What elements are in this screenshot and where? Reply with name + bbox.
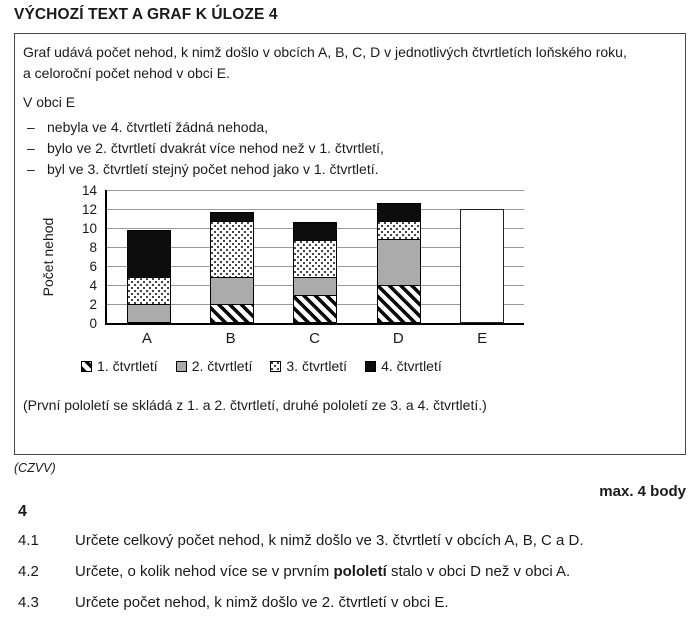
x-label-B: B: [225, 330, 236, 347]
legend-item-dots: [270, 358, 347, 374]
bar-E: [460, 209, 504, 323]
question-list: [18, 531, 686, 622]
question-number: 4.2: [18, 563, 39, 580]
accidents-chart: [33, 182, 677, 374]
bar-A-segment-dots: [127, 277, 171, 306]
bar-A: [127, 230, 171, 323]
bar-D: [377, 203, 421, 324]
bullet-text: nebyla ve 4. čtvrtletí žádná nehoda,: [47, 119, 269, 135]
bar-D-segment-hatch: [377, 285, 421, 323]
x-label-D: D: [392, 330, 404, 347]
question-text-pre: Určete počet nehod, k nimž došlo ve 2. čtvrtletí v obci E.: [75, 594, 449, 611]
bar-C-segment-gray: [293, 277, 337, 296]
chart-grid: [33, 182, 677, 348]
y-tick-12: 12: [81, 201, 97, 217]
legend-marker-dots-icon: [270, 361, 281, 372]
page-title: VÝCHOZÍ TEXT A GRAF K ÚLOZE 4: [14, 6, 278, 23]
y-tick-6: 6: [89, 258, 97, 274]
y-tick-10: 10: [81, 220, 97, 236]
task-number: 4: [18, 503, 27, 520]
question-text-post: stalo v obci D než v obci A.: [386, 563, 571, 580]
question-number: 4.1: [18, 532, 39, 549]
plot-area: [105, 190, 524, 325]
bullet-list: [23, 117, 677, 180]
legend-marker-hatch-icon: [81, 361, 92, 372]
bar-B-segment-gray: [210, 277, 254, 306]
legend-item-black: [365, 358, 442, 374]
bar-B: [210, 212, 254, 323]
y-axis-title: [33, 190, 63, 323]
x-axis-labels: [105, 329, 524, 348]
question-text: [75, 531, 584, 550]
bullet-dash: –: [27, 119, 35, 135]
x-label-A: A: [141, 330, 152, 347]
intro-line-2: a celoroční počet nehod v obci E.: [23, 65, 231, 81]
intro-line-1: Graf udává počet nehod, k nimž došlo v obcích A, B, C, D v jednotlivých čtvrtletích loňského roku,: [23, 44, 627, 60]
legend-label: 3. čtvrtletí: [286, 358, 348, 374]
bullet-text: bylo ve 2. čtvrtletí dvakrát více nehod než v 1. čtvrtletí,: [47, 140, 384, 156]
question-text-pre: Určete celkový počet nehod, k nimž došlo ve 3. čtvrtletí v obcích A, B, C a D.: [75, 532, 584, 549]
bar-B-segment-hatch: [210, 304, 254, 323]
bar-C-segment-hatch: [293, 295, 337, 324]
question-text: [75, 562, 570, 581]
legend-marker-gray-icon: [176, 361, 187, 372]
x-label-C: C: [309, 330, 320, 347]
legend-item-hatch: [81, 358, 158, 374]
question-row-4-3: [18, 593, 686, 612]
question-row-4-1: [18, 531, 686, 550]
footnote: (První pololetí se skládá z 1. a 2. čtvrtletí, druhé pololetí ze 3. a 4. čtvrtletí.): [23, 397, 487, 413]
question-number: 4.3: [18, 594, 39, 611]
bar-A-segment-black: [127, 230, 171, 278]
question-text: [75, 593, 449, 612]
bullet-item: [23, 159, 677, 180]
y-tick-0: 0: [89, 315, 97, 331]
bars-container: [107, 190, 524, 323]
legend-label: 4. čtvrtletí: [381, 358, 442, 374]
y-axis-title-text: Počet nehod: [40, 217, 56, 296]
legend-marker-black-icon: [365, 361, 376, 372]
y-tick-14: 14: [81, 182, 97, 198]
max-points-label: max. 4 body: [599, 483, 686, 500]
bar-D-segment-black: [377, 203, 421, 222]
bullet-text: byl ve 3. čtvrtletí stejný počet nehod jako v 1. čtvrtletí.: [47, 161, 379, 177]
legend-item-gray: [176, 358, 253, 374]
y-axis-ticks: [63, 182, 105, 331]
legend-label: 1. čtvrtletí: [97, 358, 158, 374]
x-label-E: E: [477, 330, 488, 347]
bullet-item: [23, 117, 677, 138]
bar-D-segment-gray: [377, 239, 421, 287]
question-text-pre: Určete, o kolik nehod více se v prvním: [75, 563, 334, 580]
bar-C-segment-dots: [293, 240, 337, 278]
bullet-dash: –: [27, 161, 35, 177]
bar-E-segment-white: [460, 209, 504, 323]
source-attribution: (CZVV): [14, 461, 56, 475]
bar-B-segment-dots: [210, 221, 254, 278]
bar-C-segment-black: [293, 222, 337, 241]
bullet-item: [23, 138, 677, 159]
bullet-dash: –: [27, 140, 35, 156]
question-row-4-2: [18, 562, 686, 581]
chart-legend: [81, 358, 677, 374]
source-text-box: [14, 33, 686, 455]
y-tick-8: 8: [89, 239, 97, 255]
bar-D-segment-dots: [377, 221, 421, 240]
question-text-bold: pololetí: [333, 563, 387, 580]
y-tick-2: 2: [89, 296, 97, 312]
bar-C: [293, 222, 337, 324]
bar-A-segment-gray: [127, 304, 171, 323]
subheading: V obci E: [23, 94, 76, 110]
legend-label: 2. čtvrtletí: [191, 358, 253, 374]
y-tick-4: 4: [89, 277, 97, 293]
intro-paragraph: [23, 42, 677, 84]
